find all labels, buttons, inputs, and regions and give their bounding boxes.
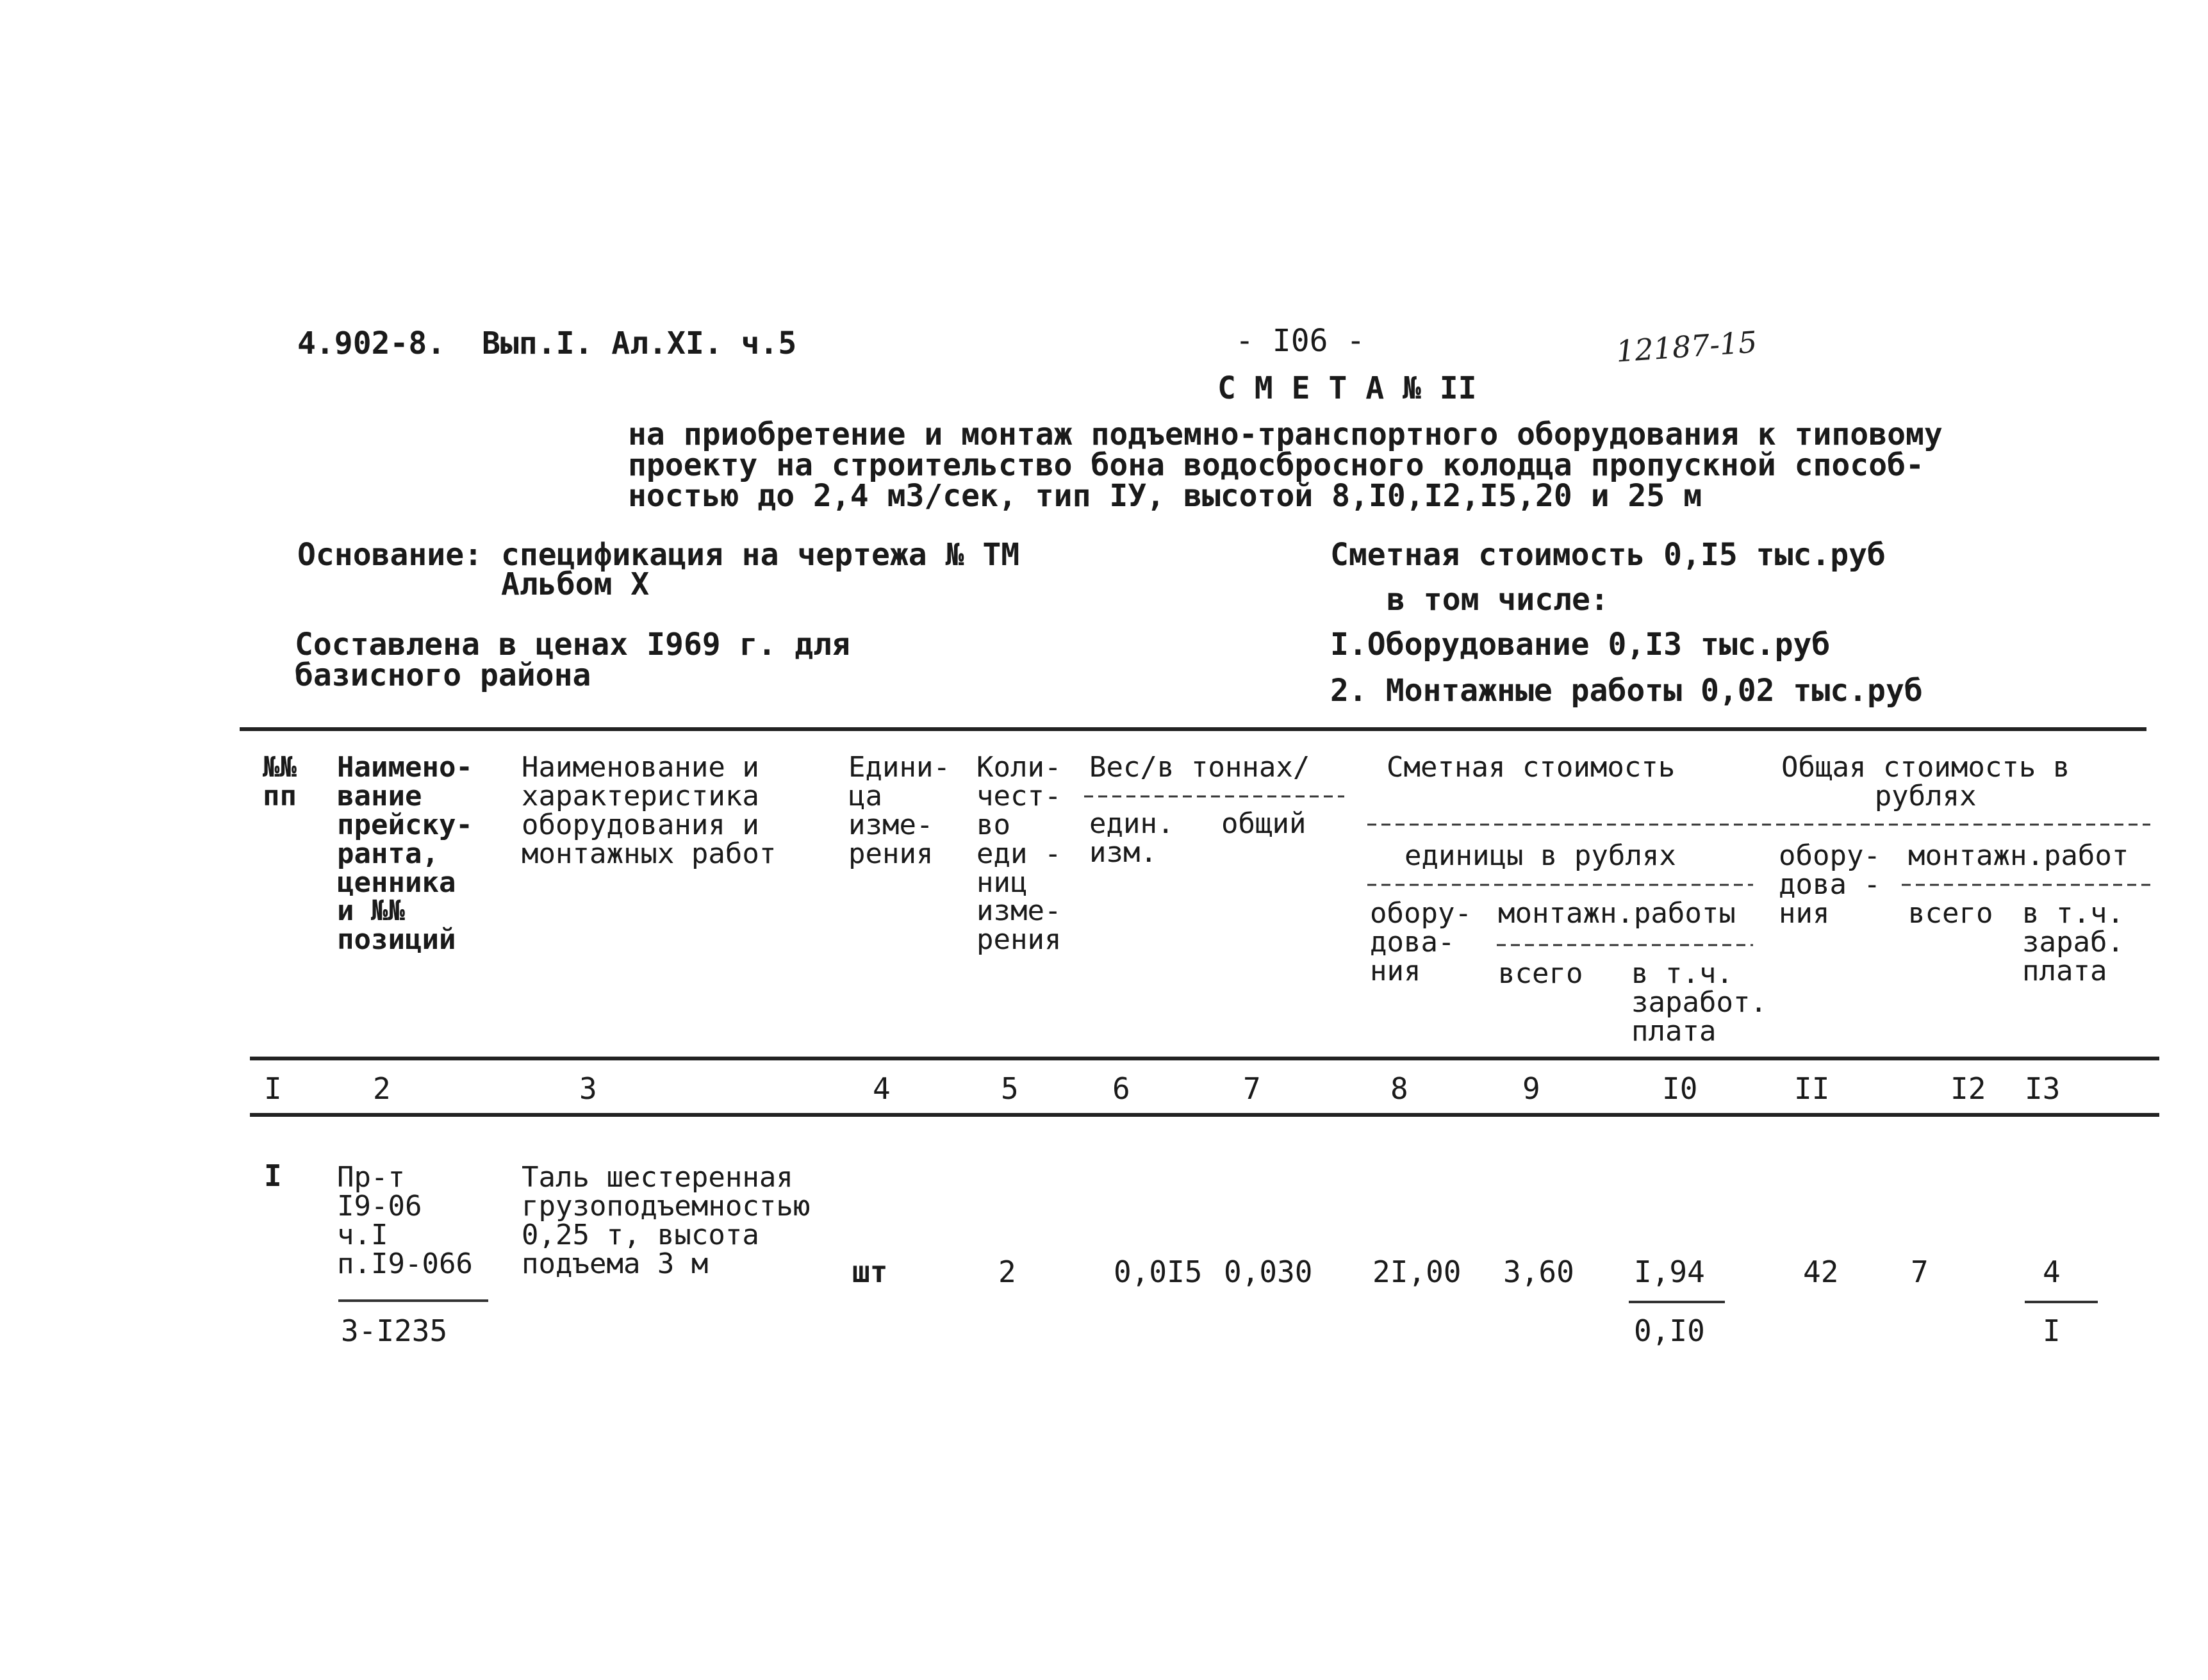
row-mont-unit-wage-sub: 0,I0 [1634, 1314, 1705, 1348]
composed-line-1: Составлена в ценах I969 г. для [295, 627, 850, 663]
header-col-4: Едини- ца изме- рения [848, 751, 950, 870]
row-mont-total: 7 [1911, 1255, 1929, 1289]
header-col-9: всего [1498, 957, 1583, 990]
header-col-6: един. изм. [1089, 807, 1174, 869]
header-weight: Вес/в тоннах/ [1089, 751, 1310, 784]
row-mont-total-wage: 4 [2043, 1255, 2061, 1289]
row-weight-unit: 0,0I5 [1114, 1255, 1203, 1289]
document-reference: Вып.I. Ал.XI. ч.5 [482, 325, 797, 361]
basis-line-2: Альбом X [501, 566, 650, 602]
subtitle-line-3: ностью до 2,4 м3/сек, тип IУ, высотой 8,I0,I2,I5,20 и 25 м [628, 478, 1702, 514]
col-number-5: 5 [1001, 1071, 1019, 1106]
col-number-8: 8 [1390, 1071, 1408, 1106]
handwritten-number: 12187-15 [1615, 324, 1759, 369]
row-unit: шт [852, 1255, 888, 1289]
row-item-name: Таль шестеренная грузоподъемностью 0,25 т, высота подъема 3 м [522, 1161, 811, 1280]
header-unit-rub: единицы в рублях [1405, 839, 1676, 872]
row-number: I [264, 1158, 282, 1193]
row-pricelist-sub: 3-I235 [341, 1314, 448, 1348]
col-number-12: I2 [1950, 1071, 1986, 1106]
row-weight-total: 0,030 [1224, 1255, 1313, 1289]
row-equipment-total: 42 [1803, 1255, 1839, 1289]
composed-line-2: базисного района [295, 657, 591, 693]
header-col-1: №№ пп [263, 751, 297, 812]
header-col-8: обору- дова- ния [1370, 897, 1472, 987]
row-mont-unit-total: 3,60 [1503, 1255, 1574, 1289]
cost-equipment: I.Оборудование 0,I3 тыс.руб [1330, 627, 1831, 663]
col-number-9: 9 [1522, 1071, 1540, 1106]
header-col-2: Наимено- вание прейску- ранта, ценника и №№ позиций [337, 751, 473, 957]
header-col-3: Наименование и характеристика оборудования и монтажных работ [522, 751, 777, 870]
header-col-12: всего [1908, 897, 1993, 930]
row-mont-total-wage-sub: I [2043, 1314, 2061, 1348]
header-col-11: обору- дова - ния [1779, 839, 1881, 930]
header-mont-unit: монтажн.работы [1498, 897, 1736, 930]
col-number-7: 7 [1243, 1071, 1261, 1106]
col-number-4: 4 [873, 1071, 891, 1106]
page-title: С М Е Т А № II [1217, 370, 1477, 406]
col-number-13: I3 [2025, 1071, 2061, 1106]
document-code: 4.902-8. [297, 325, 446, 361]
cost-installation: 2. Монтажные работы 0,02 тыс.руб [1330, 673, 1923, 709]
col-number-1: I [264, 1071, 282, 1106]
header-smeta: Сметная стоимость [1387, 751, 1676, 784]
col-number-11: II [1794, 1071, 1830, 1106]
cost-including: в том числе: [1387, 582, 1609, 618]
col-number-10: I0 [1662, 1071, 1698, 1106]
subtitle-line-2: проекту на строительство бона водосбросного колодца пропускной способ- [628, 447, 1924, 483]
basis-line-1: спецификация на чертежа № ТМ [501, 537, 1020, 573]
page-number: - I06 - [1235, 323, 1365, 359]
cost-total: Сметная стоимость 0,I5 тыс.руб [1330, 537, 1886, 573]
header-col-10: в т.ч. заработ. плата [1631, 957, 1767, 1048]
col-number-2: 2 [373, 1071, 391, 1106]
col-number-6: 6 [1112, 1071, 1130, 1106]
row-equipment-unit: 2I,00 [1372, 1255, 1462, 1289]
row-mont-unit-wage: I,94 [1634, 1255, 1705, 1289]
row-quantity: 2 [998, 1255, 1016, 1289]
header-mont-total: монтажн.работ [1908, 839, 2129, 872]
basis-label: Основание: [297, 537, 482, 573]
col-number-3: 3 [579, 1071, 597, 1106]
row-pricelist: Пр-т I9-06 ч.I п.I9-066 [337, 1161, 473, 1280]
header-col-7: общий [1221, 807, 1306, 840]
header-col-5: Коли- чест- во еди - ниц изме- рения [976, 751, 1062, 957]
header-col-13: в т.ч. зараб. плата [2022, 897, 2124, 987]
subtitle-line-1: на приобретение и монтаж подъемно-транспортного оборудования к типовому [628, 416, 1943, 452]
header-total-rub: Общая стоимость в рублях [1781, 751, 2070, 812]
